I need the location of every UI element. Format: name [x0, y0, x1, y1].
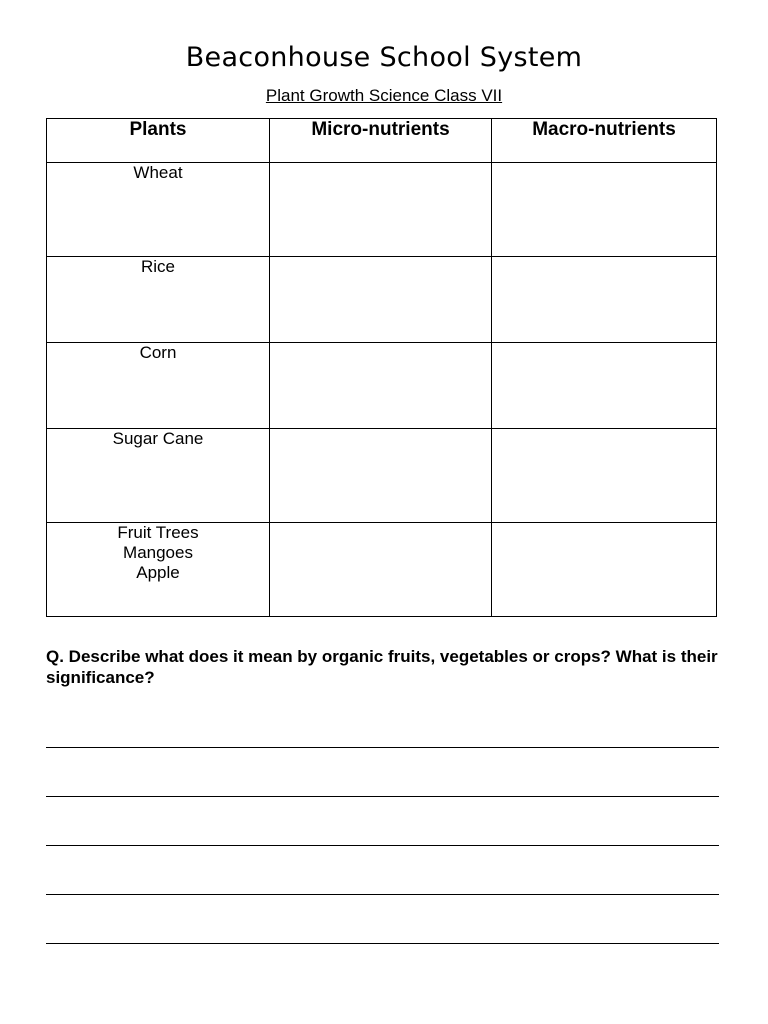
- column-header-micro-nutrients: Micro-nutrients: [270, 119, 492, 163]
- nutrients-table: [46, 118, 717, 617]
- table-row: [47, 523, 717, 617]
- table-row: [47, 257, 717, 343]
- table-row: [47, 163, 717, 257]
- micro-nutrients-cell[interactable]: [270, 429, 492, 523]
- column-header-plants: Plants: [47, 119, 270, 163]
- macro-nutrients-cell[interactable]: [492, 523, 717, 617]
- macro-nutrients-cell[interactable]: [492, 257, 717, 343]
- table-row: [47, 343, 717, 429]
- answer-line[interactable]: [46, 747, 719, 748]
- table-row: [47, 429, 717, 523]
- micro-nutrients-cell[interactable]: [270, 163, 492, 257]
- macro-nutrients-cell[interactable]: [492, 429, 717, 523]
- plant-cell: Sugar Cane: [47, 429, 270, 523]
- macro-nutrients-cell[interactable]: [492, 343, 717, 429]
- table-header-row: [47, 119, 717, 163]
- answer-line[interactable]: [46, 845, 719, 846]
- answer-line[interactable]: [46, 943, 719, 944]
- question-text: Q. Describe what does it mean by organic fruits, vegetables or crops? What is their significance?: [46, 647, 718, 687]
- macro-nutrients-cell[interactable]: [492, 163, 717, 257]
- answer-line[interactable]: [46, 894, 719, 895]
- school-name: Beaconhouse School System: [185, 42, 583, 73]
- plant-cell: Wheat: [47, 163, 270, 257]
- plant-cell: Corn: [47, 343, 270, 429]
- plant-cell: Fruit Trees Mangoes Apple: [47, 523, 270, 617]
- answer-line[interactable]: [46, 796, 719, 797]
- column-header-macro-nutrients: Macro-nutrients: [492, 119, 717, 163]
- worksheet-title: Plant Growth Science Class VII: [265, 86, 503, 105]
- plant-cell: Rice: [47, 257, 270, 343]
- micro-nutrients-cell[interactable]: [270, 343, 492, 429]
- micro-nutrients-cell[interactable]: [270, 257, 492, 343]
- micro-nutrients-cell[interactable]: [270, 523, 492, 617]
